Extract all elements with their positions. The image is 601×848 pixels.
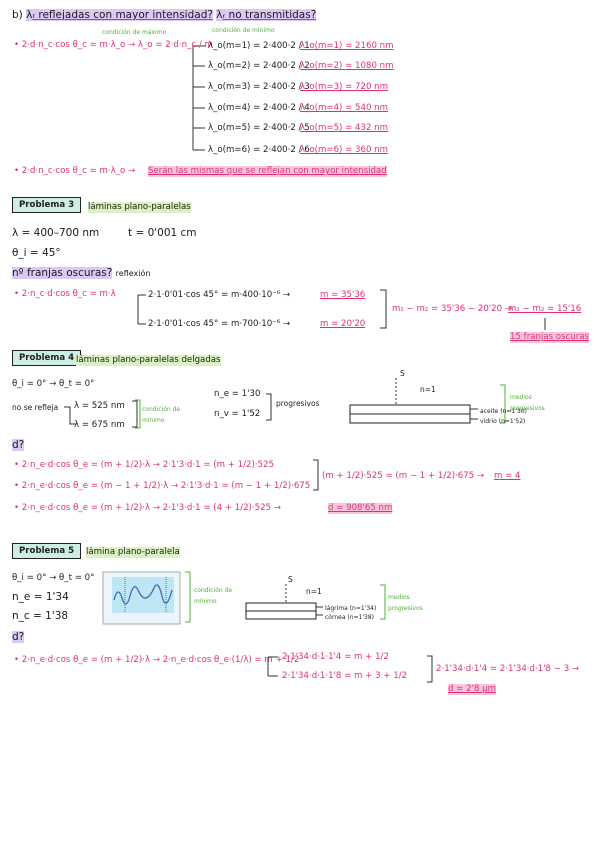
p5-diagram-n: n=1	[306, 587, 322, 596]
result-1-lhs: λ_o(m=1) = 2·400·2 / 1	[208, 41, 310, 51]
problem-4-label: Problema 4	[12, 350, 81, 366]
problem-5-subtitle: lámina plano-paralela	[86, 547, 180, 557]
p4-combine-result: m = 4	[494, 471, 521, 481]
problem-5-label: Problema 5	[12, 543, 81, 559]
p4-progresivos: progresivos	[276, 399, 320, 408]
p4-condition: condición de mínimo	[142, 406, 181, 424]
p4-line-1: • 2·n_e·d·cos θ_e = (m + 1/2)·λ → 2·1'3·d·1 = (m + 1/2)·525	[14, 460, 274, 470]
problem-3-subtitle: láminas plano-paralelas	[88, 202, 191, 212]
result-3-lhs: λ_o(m=3) = 2·400·2 / 3	[208, 82, 310, 92]
p4-line-3: • 2·n_e·d·cos θ_e = (m + 1/2)·λ → 2·1'3·d·1 = (4 + 1/2)·525 →	[14, 503, 281, 513]
note-max: condición de máximo	[102, 29, 167, 36]
result-5-rhs: λ_o(m=5) = 432 nm	[300, 123, 389, 133]
p3-combine-result: m₁ − m₂ = 15'16	[508, 304, 582, 314]
p4-lambda-1: λ = 525 nm	[74, 401, 125, 411]
p4-line-2: • 2·n_e·d·cos θ_e = (m − 1 + 1/2)·λ → 2·1'3·d·1 = (m − 1 + 1/2)·675	[14, 481, 311, 491]
p5-branch-1: 2·1'34·d·1·1'4 = m + 1/2	[282, 652, 389, 662]
note-min: condición de mínimo	[212, 27, 275, 34]
p4-diagram-s: S	[400, 369, 405, 378]
q-b-trans-eq: • 2·d·n_c·cos θ_c = m·λ_o →	[14, 166, 136, 176]
result-5-lhs: λ_o(m=5) = 2·400·2 / 5	[208, 123, 310, 133]
result-6-lhs: λ_o(m=6) = 2·400·2 / 6	[208, 145, 310, 155]
result-2-lhs: λ_o(m=2) = 2·400·2 / 2	[208, 61, 310, 71]
p3-given-lambda: λ = 400–700 nm	[12, 227, 100, 239]
result-6-rhs: λ_o(m=6) = 360 nm	[300, 145, 389, 155]
p5-given-theta: θ_i = 0° → θ_t = 0°	[12, 573, 95, 583]
result-4-lhs: λ_o(m=4) = 2·400·2 / 4	[208, 103, 310, 113]
p4-layer-2: vidrio (n=1'52)	[480, 418, 526, 425]
p4-combine: (m + 1/2)·525 = (m − 1 + 1/2)·675 →	[322, 471, 485, 481]
p4-no-reflect: no se refleja	[12, 403, 59, 412]
result-4-rhs: λ_o(m=4) = 540 nm	[300, 103, 389, 113]
p3-eq: • 2·n_c·d·cos θ_c = m·λ	[14, 289, 116, 299]
p3-branch-2: 2·1·0'01·cos 45° = m·700·10⁻⁶ →	[148, 319, 291, 329]
p5-n-e: n_e = 1'34	[12, 591, 69, 603]
p5-eq: • 2·n_e·d·cos θ_e = (m + 1/2)·λ → 2·n_e·d·cos θ_e·(1/λ) = m + 1/2	[14, 655, 300, 665]
p3-branch-1: 2·1·0'01·cos 45° = m·400·10⁻⁶ →	[148, 290, 291, 300]
p4-given-theta: θ_i = 0° → θ_t = 0°	[12, 379, 95, 389]
p5-question: d?	[12, 631, 25, 643]
result-3-rhs: λ_o(m=3) = 720 nm	[300, 82, 389, 92]
p4-n-v: n_v = 1'52	[214, 409, 261, 419]
result-1-rhs: λ_o(m=1) = 2160 nm	[300, 41, 394, 51]
p5-answer: d = 2'8 μm	[448, 684, 496, 694]
p4-answer: d = 908'65 nm	[328, 503, 393, 513]
p3-branch-1-result: m = 35'36	[320, 290, 366, 300]
p4-layer-1: aceite (n=1'30)	[480, 408, 527, 415]
p5-condition: condición de mínimo	[194, 587, 233, 605]
p4-n-e: n_e = 1'30	[214, 389, 261, 399]
p5-layer-1: lágrima (n=1'34)	[325, 605, 377, 612]
p3-given-t: t = 0'001 cm	[128, 227, 197, 239]
p3-answer: 15 franjas oscuras	[510, 332, 589, 342]
p4-question: d?	[12, 439, 25, 451]
p5-combine: 2·1'34·d·1'4 = 2·1'34·d·1'8 − 3 →	[436, 664, 580, 674]
p5-branch-2: 2·1'34·d·1·1'8 = m + 3 + 1/2	[282, 671, 408, 681]
p3-given-theta: θ_i = 45°	[12, 247, 61, 259]
p3-branch-2-result: m = 20'20	[320, 319, 366, 329]
p3-question: nº franjas oscuras? reflexión	[12, 267, 151, 279]
p3-combine: m₁ − m₂ = 35'36 − 20'20 →	[392, 304, 513, 314]
p4-diagram-n: n=1	[420, 385, 436, 394]
q-b-main-eq: • 2·d·n_c·cos θ_c = m·λ_o → λ_o = 2·d·n_c / m	[14, 40, 213, 50]
problem-3-label: Problema 3	[12, 197, 81, 213]
p4-medios: medios progresivos	[510, 394, 545, 412]
q-b-trans-answer: Serán las mismas que se reflejan con mayor intensidad	[148, 166, 387, 176]
q-b-title: b) λᵣ reflejadas con mayor intensidad? λᵣ no transmitidas?	[12, 9, 317, 21]
spectrum-thumbnail	[103, 572, 180, 624]
p5-n-c: n_c = 1'38	[12, 610, 69, 622]
p4-slab-diagram	[350, 378, 478, 423]
result-2-rhs: λ_o(m=2) = 1080 nm	[300, 61, 394, 71]
p5-layer-2: córnea (n=1'38)	[325, 614, 375, 621]
p4-lambda-2: λ = 675 nm	[74, 420, 125, 430]
p5-medios: medios progresivos	[388, 594, 423, 612]
problem-4-subtitle: láminas plano-paralelas delgadas	[76, 355, 221, 365]
p5-diagram-s: S	[288, 575, 293, 584]
